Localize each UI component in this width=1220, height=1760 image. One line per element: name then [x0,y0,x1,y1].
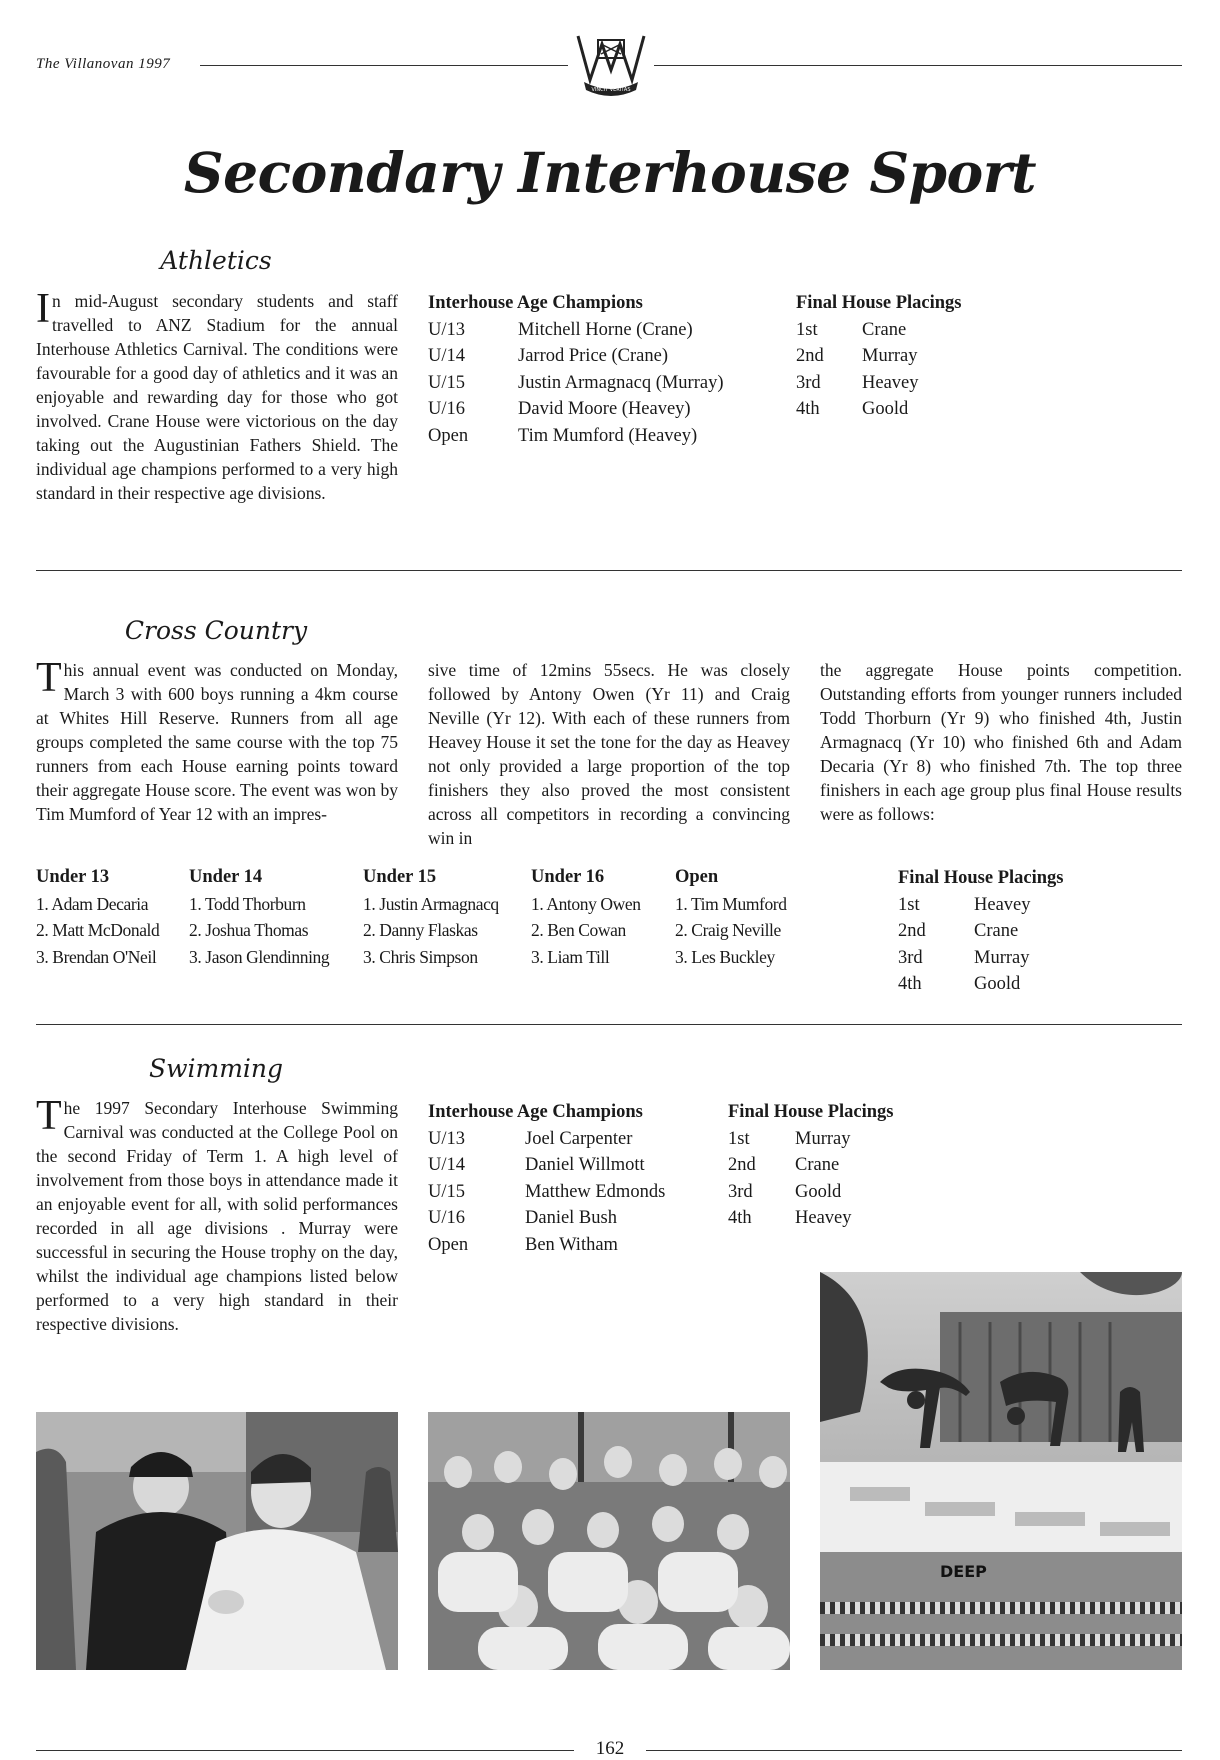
swimming-body: The 1997 Secondary Interhouse Swimming Carnival was conducted at the College Pool on the second Friday of Term 1. A high level of involvement from those boys in attendance made it an enjoyable event for all, with solid performances recorded in all age divisions . Murray were successful in securing the House trophy on the day, whilst the individual age champions listed below performed to a very high standard in their respective divisions. [36,1093,398,1334]
list-item: 1. Todd Thorburn [189,893,306,914]
list-item: 3. Liam Till [531,946,610,967]
list-item: 3. Les Buckley [675,946,775,967]
results-open: Open 1. Tim Mumford 2. Craig Neville 3. Les Buckley [675,864,815,970]
swimming-placings-table [728,1099,948,1232]
cross-country-heading: Cross Country [124,616,308,645]
page-number: 162 [595,1738,625,1759]
table-row: 3rd Goold [728,1181,842,1202]
list-item: 3. Chris Simpson [363,946,478,967]
footer-rule-right [646,1750,1182,1751]
list-item: 2. Craig Neville [675,920,781,940]
svg-text:VINCIT VERITAS: VINCIT VERITAS [591,87,631,93]
table-row: U/16 David Moore (Heavey) [428,399,691,419]
table-row: U/13 Joel Carpenter [428,1128,633,1149]
list-item: 2. Danny Flaskas [363,920,478,940]
table-row: U/14 Daniel Willmott [428,1155,645,1175]
list-item: 1. Tim Mumford [675,893,787,914]
list-item: 2. Ben Cowan [531,920,626,940]
spectators-photo [428,1412,790,1670]
table-row: 1st Crane [796,319,907,340]
footer-rule-left [36,1750,574,1751]
table-row: 2nd Crane [898,921,1019,941]
athletics-placings-heading: Final House Placings [796,293,962,313]
table-row: 4th Goold [796,399,909,419]
list-item: 1. Adam Decaria [36,893,149,914]
athletics-dropcap: I [36,286,50,332]
publication-header: The Villanovan 1997 [36,56,171,72]
list-item: 3. Jason Glendinning [189,946,330,967]
handshake-photo [36,1412,398,1670]
swimming-champions-table [428,1099,728,1258]
swimming-dropcap: T [36,1093,62,1139]
college-crest-icon [574,30,648,96]
athletics-champions-table [428,290,788,449]
table-row: 1st Heavey [898,894,1031,915]
list-item: 3. Brendan O'Neil [36,946,157,967]
athletics-body: In mid-August secondary students and staff travelled to ANZ Stadium for the annual Interhouse Athletics Carnival. The conditions were favourable for a good day of athletics and it was an enjoyable and rewarding day for those who got involved. Crane House were victorious on the day taking out the Augustinian Fathers Shield. The individual age champions performed to a very high standard in their respective age divisions. [36,286,398,503]
table-row: U/14 Jarrod Price (Crane) [428,346,668,366]
table-row: 1st Murray [728,1128,851,1149]
swimming-placings-heading: Final House Placings [728,1102,894,1122]
cross-country-col3: the aggregate House points competition. Outstanding efforts from younger runners included Todd Thorburn (Yr 9) who finished 4th, Justin Armagnacq (Yr 10) who finished 6th and Adam Decaria (Yr 8) who finished 7th. The top three finishers in each age group plus final House results were as follows: [820,660,1182,824]
list-item: 1. Justin Armagnacq [363,893,499,914]
table-row: Open Ben Witham [428,1234,618,1255]
table-row: 2nd Murray [796,346,918,366]
swimming-heading: Swimming [148,1054,284,1083]
results-under-14: Under 14 1. Todd Thorburn 2. Joshua Thomas 3. Jason Glendinning [189,864,359,970]
list-item: 1. Antony Owen [531,893,641,914]
table-row: 2nd Crane [728,1155,840,1175]
cross-country-placings-heading: Final House Placings [898,868,1064,888]
cross-country-placings-table [898,865,1138,998]
table-row: U/15 Justin Armagnacq (Murray) [428,372,724,393]
results-under-16: Under 16 1. Antony Owen 2. Ben Cowan 3. Liam Till [531,864,671,970]
table-row: 4th Heavey [728,1208,852,1228]
table-row: Open Tim Mumford (Heavey) [428,425,698,446]
athletics-heading: Athletics [160,246,272,275]
section-divider [36,1024,1182,1025]
table-row: 4th Goold [898,974,1021,994]
table-row: U/15 Matthew Edmonds [428,1181,666,1202]
table-row: 3rd Murray [898,947,1030,968]
pool-depth-sign: DEEP [940,1562,987,1581]
list-item: 2. Matt McDonald [36,920,160,940]
header-rule-right [654,65,1182,66]
athletics-placings-table [796,290,996,423]
header-rule-left [200,65,568,66]
results-under-13: Under 13 1. Adam Decaria 2. Matt McDonald 3. Brendan O'Neil [36,864,186,970]
results-under-15: Under 15 1. Justin Armagnacq 2. Danny Flaskas 3. Chris Simpson [363,864,528,970]
section-divider [36,570,1182,571]
cross-country-dropcap: T [36,655,62,701]
list-item: 2. Joshua Thomas [189,920,309,940]
table-row: 3rd Heavey [796,372,919,393]
page-title: Secondary Interhouse Sport [183,140,1037,205]
table-row: U/13 Mitchell Horne (Crane) [428,319,693,340]
athletics-champions-heading: Interhouse Age Champions [428,293,643,313]
swimming-champions-heading: Interhouse Age Champions [428,1102,643,1122]
cross-country-col2: sive time of 12mins 55secs. He was closely followed by Antony Owen (Yr 11) and Craig Neville (Yr 12). With each of these runners from Heavey House it set the tone for the day as Heavey not only provided a large proportion of the top finishers they also proved the most consistent across all competitors in recording a convincing win in [428,660,790,848]
cross-country-col1: This annual event was conducted on Monday, March 3 with 600 boys running a 4km course at Whites Hill Reserve. Runners from all age groups completed the same course with the top 75 runners from each House earning points toward their aggregate House score. The event was won by Tim Mumford of Year 12 with an impres- [36,655,398,824]
swimmers-photo [820,1272,1182,1670]
table-row: U/16 Daniel Bush [428,1208,617,1228]
